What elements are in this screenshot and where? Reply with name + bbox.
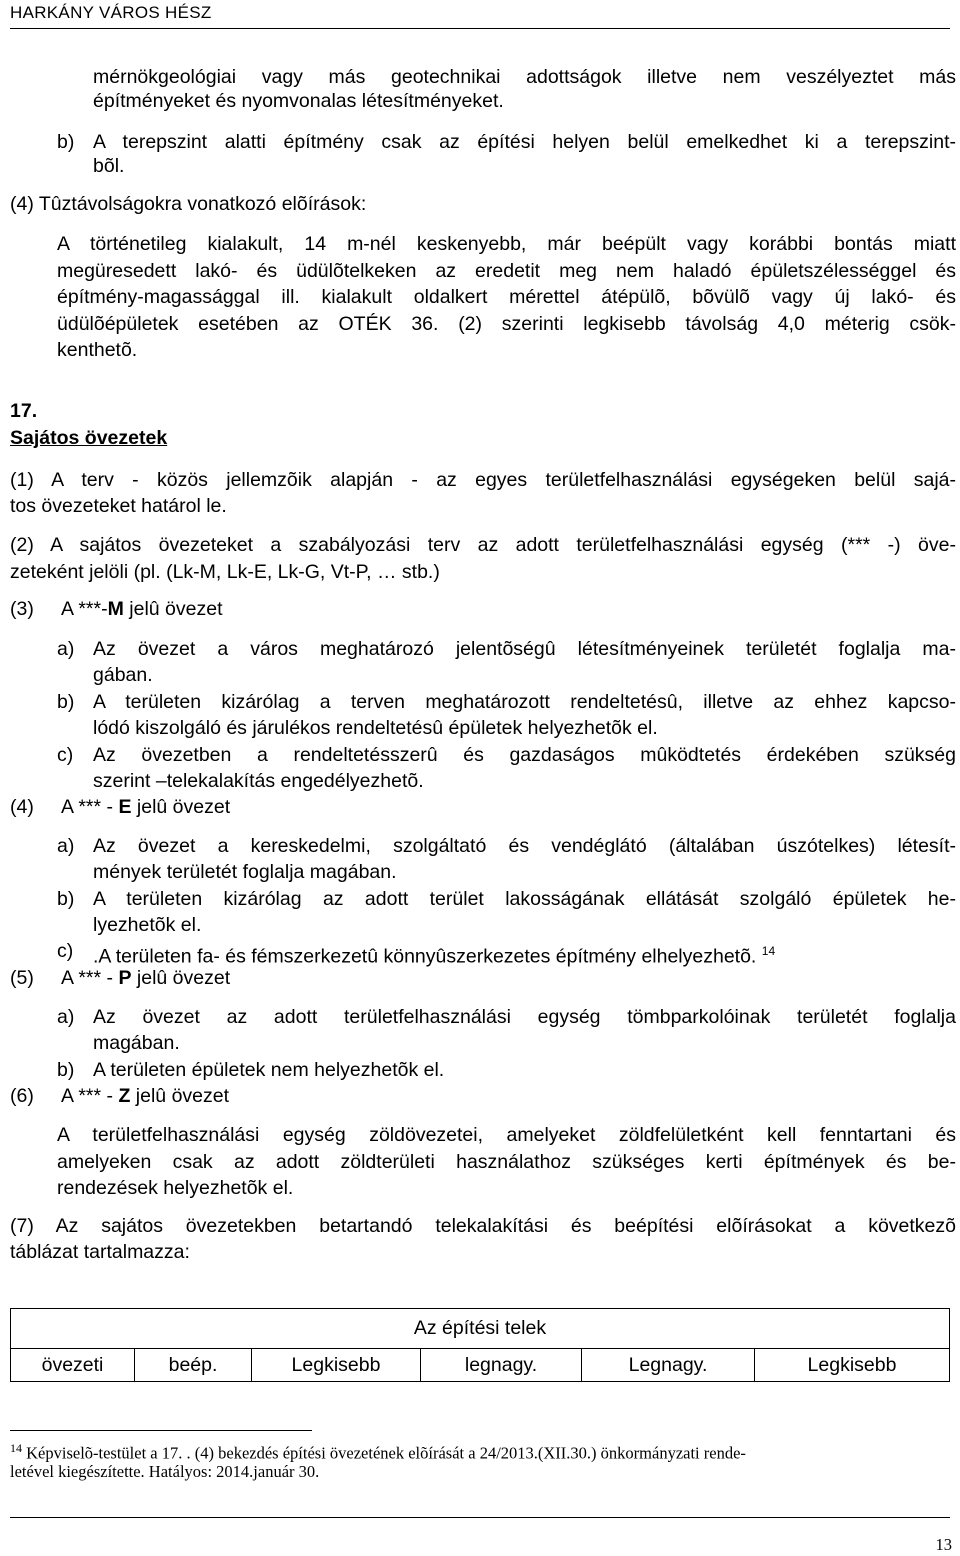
intro-line-1: mérnökgeológiai vagy más geotechnikai adottságok illetve nem veszélyeztet más — [93, 66, 956, 88]
para4-line-2: megüresedett lakó- és üdülõtelkeken az eredetit meg nem haladó épületszélességgel és — [57, 260, 956, 282]
p3-zone-code: M — [107, 598, 124, 620]
p4-c-line-1: .A területen fa- és fémszerkezetû könnyûszerkezetes építmény elhelyezhetõ. $^{14}$ — [93, 944, 776, 968]
p3-b-line-1: A területen kizárólag a terven meghatározott rendeltetésû, illetve az ehhez kapcso- — [93, 691, 956, 713]
intro-b-label: b) — [57, 131, 75, 153]
p3-b-label: b) — [57, 691, 75, 713]
para4-line-4: üdülõépületek esetében az OTÉK 36. (2) szerinti legkisebb távolság 4,0 méterig csök- — [57, 313, 956, 335]
p3-heading: A ***-M jelû övezet — [61, 598, 223, 620]
p4-c-label: c) — [57, 940, 74, 962]
para4-line-1: A történetileg kialakult, 14 m-nél keskenyebb, már beépült vagy korábbi bontás miatt — [57, 233, 956, 255]
section-title: Sajátos övezetek — [10, 427, 168, 449]
p2-line-1: (2) A sajátos övezeteket a szabályozási terv az adott területfelhasználási egység (*** -) öve- — [10, 534, 956, 556]
p4-b-line-2: lyezhetõk el. — [93, 914, 202, 936]
document-header: HARKÁNY VÁROS HÉSZ — [10, 3, 212, 22]
p7-line-2: táblázat tartalmazza: — [10, 1241, 190, 1263]
table-col-header: legnagy. — [421, 1349, 582, 1382]
p6-line-1: A területfelhasználási egység zöldövezetei, amelyeket zöldfelületként kell fenntartani és — [57, 1124, 956, 1146]
p6-number: (6) — [10, 1085, 34, 1107]
p5-a-line-1: Az övezet az adott területfelhasználási egység tömbparkolóinak területét foglalja — [93, 1006, 956, 1028]
header-divider — [10, 28, 950, 29]
table-col-header: övezeti — [11, 1349, 135, 1382]
intro-b-line-1: A terepszint alatti építmény csak az építési helyen belül emelkedhet ki a terepszint- — [93, 131, 956, 153]
footnote-ref: 14 — [761, 944, 776, 958]
intro-line-2: építményeket és nyomvonalas létesítményeket. — [93, 90, 504, 112]
p5-b-line-1: A területen épületek nem helyezhetõk el. — [93, 1059, 445, 1081]
p2-line-2: zeteként jelöli (pl. (Lk-M, Lk-E, Lk-G, Vt-P, … stb.) — [10, 561, 440, 583]
table-col-header: beép. — [135, 1349, 252, 1382]
p4-a-label: a) — [57, 835, 75, 857]
p4-zone-code: E — [118, 796, 132, 818]
page-number: 13 — [935, 1535, 952, 1554]
p6-line-2: amelyeken csak az adott zöldterületi használathoz szükséges kerti építmények és be- — [57, 1151, 956, 1173]
p5-heading: A *** - P jelû övezet — [61, 967, 231, 989]
p5-a-label: a) — [57, 1006, 75, 1028]
para4-heading: (4) Tûztávolságokra vonatkozó elõírások: — [10, 193, 367, 215]
p1-line-1: (1) A terv - közös jellemzõik alapján - az egyes területfelhasználási egységeken belül sajá- — [10, 469, 956, 491]
p6-zone-code: Z — [118, 1085, 131, 1107]
section-number: 17. — [10, 400, 38, 422]
p4-a-line-2: mények területét foglalja magában. — [93, 861, 397, 883]
zoning-table — [10, 1308, 950, 1382]
p3-a-line-2: gában. — [93, 664, 153, 686]
p6-heading: A *** - Z jelû övezet — [61, 1085, 230, 1107]
para4-line-3: építmény-magassággal ill. kialakult oldalkert mérettel átépülõ, bõvülõ vagy új lakó- és — [57, 286, 956, 308]
p5-b-label: b) — [57, 1059, 75, 1081]
p4-heading: A *** - E jelû övezet — [61, 796, 231, 818]
p3-c-label: c) — [57, 744, 74, 766]
p4-a-line-1: Az övezet a kereskedelmi, szolgáltató és vendéglátó (általában úszótelkes) létesít- — [93, 835, 956, 857]
table-col-header: Legkisebb — [252, 1349, 421, 1382]
p3-number: (3) — [10, 598, 34, 620]
p5-number: (5) — [10, 967, 34, 989]
para4-line-5: kenthetõ. — [57, 339, 138, 361]
footer-divider — [10, 1517, 950, 1518]
p4-number: (4) — [10, 796, 34, 818]
p5-zone-code: P — [118, 967, 132, 989]
p3-b-line-2: lódó kiszolgáló és járulékos rendeltetésû épületek helyezhetõk el. — [93, 717, 658, 739]
table-col-header: Legnagy. — [582, 1349, 755, 1382]
p4-b-line-1: A területen kizárólag az adott terület lakosságának ellátását szolgáló épületek he- — [93, 888, 956, 910]
intro-b-line-2: bõl. — [93, 155, 125, 177]
footnote-line-2: letével kiegészítette. Hatályos: 2014.január 30. — [10, 1462, 320, 1481]
p5-a-line-2: magában. — [93, 1032, 180, 1054]
table-group-header: Az építési telek — [11, 1309, 950, 1349]
p1-line-2: tos övezeteket határol le. — [10, 495, 227, 517]
table-header-row — [11, 1349, 950, 1382]
p6-line-3: rendezések helyezhetõk el. — [57, 1177, 294, 1199]
footnote-line-1: $^{14}$ Képviselõ-testület a 17. . (4) bekezdés építési övezetének elõírását a 24/2013.(XII.30.) önkormányzati rende- — [10, 1441, 746, 1463]
p3-a-line-1: Az övezet a város meghatározó jelentõségû létesítményeinek területét foglalja ma- — [93, 638, 956, 660]
p3-a-label: a) — [57, 638, 75, 660]
p7-line-1: (7) Az sajátos övezetekben betartandó telekalakítási és beépítési elõírásokat a következõ — [10, 1215, 956, 1237]
p3-c-line-2: szerint –telekalakítás engedélyezhetõ. — [93, 770, 424, 792]
table-col-header: Legkisebb — [755, 1349, 950, 1382]
p3-c-line-1: Az övezetben a rendeltetésszerû és gazdaságos mûködtetés érdekében szükség — [93, 744, 956, 766]
p4-b-label: b) — [57, 888, 75, 910]
footnote-divider — [10, 1430, 312, 1431]
footnote-mark: 14 — [10, 1441, 22, 1455]
